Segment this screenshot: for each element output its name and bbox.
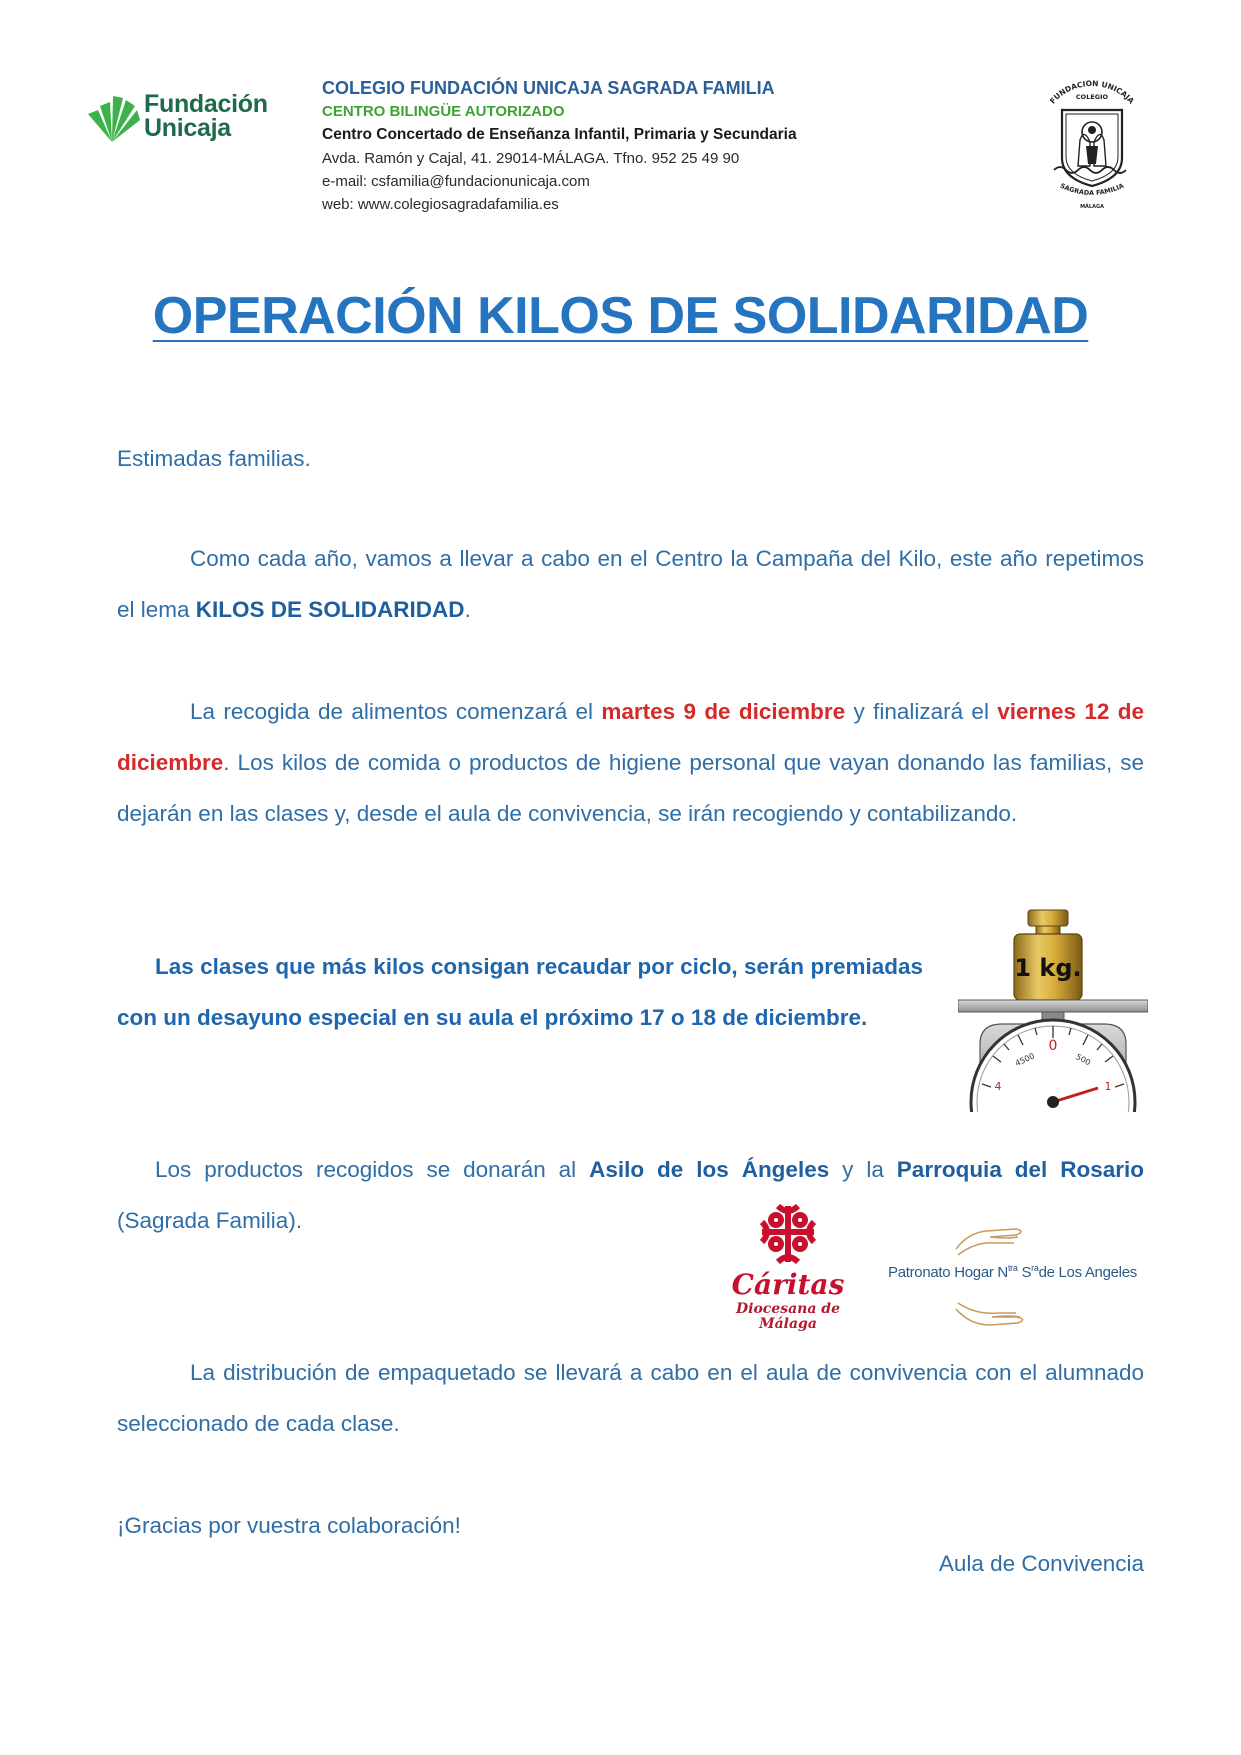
para2-text-2: y finalizará el (845, 699, 998, 724)
caritas-sub-2: Málaga (759, 1316, 817, 1332)
slogan: KILOS DE SOLIDARIDAD (195, 597, 465, 622)
logo-wordmark (144, 92, 268, 140)
seal-top-text: FUNDACIÓN UNICAJA (1048, 80, 1136, 106)
paragraph-distribution (117, 1347, 1144, 1449)
paragraph-prize (117, 941, 923, 1043)
hogar-sup-b: ra (1031, 1263, 1039, 1273)
school-seal (1032, 80, 1152, 215)
school-seal-icon (1032, 80, 1152, 215)
caritas-subtitle (718, 1302, 858, 1332)
org-asilo: Asilo de los Ángeles (589, 1157, 830, 1182)
paragraph-campaign (117, 533, 1144, 635)
bilingual-label: CENTRO BILINGÜE AUTORIZADO (322, 103, 565, 120)
fan-leaf-logo-icon (86, 92, 140, 144)
paragraph-dates (117, 686, 1144, 839)
hogar-text-b: S (1017, 1264, 1032, 1281)
hogar-sup-a: tra (1007, 1263, 1018, 1273)
caritas-logo (718, 1202, 858, 1332)
end-date: viernes 12 de diciembre (117, 699, 1144, 775)
weighing-scale-illustration (958, 904, 1148, 1112)
patronato-hogar-logo (886, 1225, 1137, 1333)
dial-zero: 0 (1048, 1038, 1058, 1054)
header-info (322, 76, 882, 216)
org-parroquia: Parroquia del Rosario (896, 1157, 1144, 1182)
para3-text-2: y la (829, 1157, 897, 1182)
greeting: Estimadas familias. (117, 446, 311, 471)
hogar-name (888, 1263, 1137, 1281)
thanks-line: ¡Gracias por vuestra colaboración! (117, 1513, 461, 1538)
fundacion-unicaja-logo (86, 88, 286, 148)
start-date: martes 9 de diciembre (601, 699, 846, 724)
para3-text-3: (Sagrada Familia). (117, 1208, 303, 1233)
concertado-label: Centro Concertado de Enseñanza Infantil, Primaria y Secundaria (322, 126, 797, 143)
para1-end: . (464, 597, 471, 622)
email: e-mail: csfamilia@fundacionunicaja.com (322, 173, 590, 190)
school-name: COLEGIO FUNDACIÓN UNICAJA SAGRADA FAMILIA (322, 78, 775, 98)
seal-bottom-text: SAGRADA FAMILIA (1058, 181, 1126, 198)
weight-label: 1 kg. (1014, 954, 1082, 982)
seal-inner-text: COLEGIO (1075, 93, 1109, 101)
para3-text-1: Los productos recogidos se donarán al (155, 1157, 590, 1182)
caritas-cross-logo-icon (718, 1202, 858, 1266)
svg-text:SAGRADA FAMILIA (1059, 182, 1125, 197)
para2-text-3: . Los kilos de comida o productos de higiene personal que vayan donando las familias, se dejarán en las clases y, desde el aula de convivencia, se irán recogiendo y contabilizando. (117, 750, 1144, 826)
hogar-text-c: de Los Angeles (1038, 1264, 1137, 1281)
dial-far-left: 4 (994, 1080, 1002, 1093)
dial-left: 4500 (1013, 1051, 1037, 1069)
signature: Aula de Convivencia (938, 1551, 1144, 1576)
hogar-text-a: Patronato Hogar N (888, 1264, 1008, 1281)
logo-line-1: Fundación (144, 90, 268, 118)
page-title (0, 286, 1241, 346)
seal-city: MÁLAGA (1080, 204, 1104, 210)
caritas-sub-1: Diocesana de (735, 1301, 840, 1317)
website: web: www.colegiosagradafamilia.es (322, 196, 559, 213)
caritas-name: Cáritas (731, 1268, 845, 1301)
dial-right: 500 (1074, 1052, 1093, 1068)
logo-line-2: Unicaja (144, 114, 231, 142)
address: Avda. Ramón y Cajal, 41. 29014-MÁLAGA. Tfno. 952 25 49 90 (322, 150, 740, 167)
para2-text-1: La recogida de alimentos comenzará el (190, 699, 602, 724)
weighing-scale-icon (958, 904, 1148, 1112)
title-text: OPERACIÓN KILOS DE SOLIDARIDAD (152, 287, 1089, 345)
para1-text: Como cada año, vamos a llevar a cabo en el Centro la Campaña del Kilo, este año repetimos el lema (117, 546, 1144, 622)
prize-text: Las clases que más kilos consigan recaudar por ciclo, serán premiadas con un desayuno especial en su aula el próximo 17 o 18 de diciembre. (117, 954, 923, 1030)
dial-far-right: 1 (1104, 1080, 1112, 1093)
para4-text: La distribución de empaquetado se llevará a cabo en el aula de convivencia con el alumnado seleccionado de cada clase. (117, 1360, 1144, 1436)
